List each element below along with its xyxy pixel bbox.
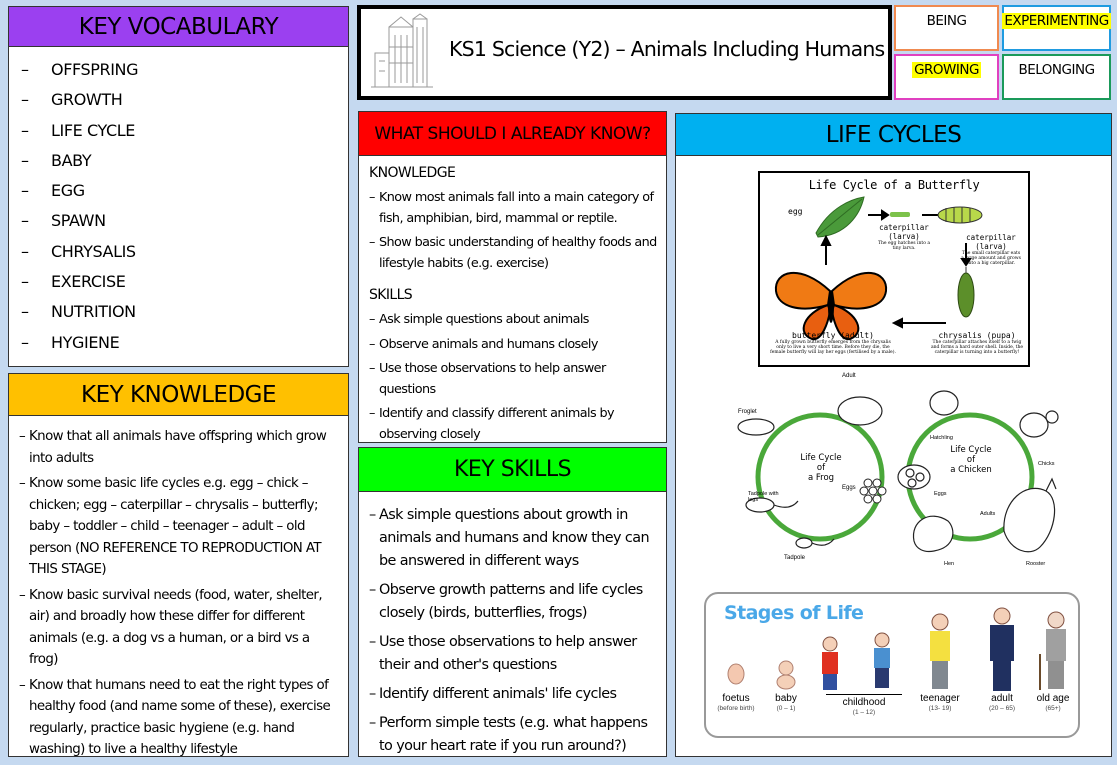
vocab-text: LIFE CYCLE [51,120,136,140]
frog-chicken-art [734,381,1086,581]
stage-range: (1 – 12) [852,709,876,716]
vocabulary-header [8,6,349,47]
froglet-icon [738,419,774,435]
stage-teenager [910,694,970,714]
value-growing-label: GROWING [914,62,979,78]
vocab-item [21,116,138,146]
vocab-dash: – [21,120,29,140]
list-item: – Show basic understanding of healthy foods and lifestyle habits (e.g. exercise) [369,233,659,274]
key-knowledge-panel [8,415,349,757]
key-skills-title: KEY SKILLS [453,457,572,482]
stage-childhood [826,694,902,718]
stage-range: (0 – 1) [776,705,796,712]
list-item: – Use those observations to help answer their and other's questions [369,631,659,677]
tadpole-legs-label: Tadpole with legs [748,491,779,503]
vocab-dash: – [21,302,29,322]
chicken-title-line3: a Chicken [950,465,992,475]
chicken-title [942,445,1000,475]
vocab-item [21,85,138,115]
froglet-label: Froglet [738,409,757,415]
old-age-icon [1040,612,1066,690]
list-item: – Observe animals and humans closely [369,335,659,356]
list-item: – Know that humans need to eat the right types of healthy food (and name some of these), exercise regularly, practice basic hygiene (e.g. hand washing) to live a healthy lifestyle [19,675,337,761]
title-banner [357,5,892,100]
already-know-panel [358,155,667,443]
key-knowledge-header [8,373,349,416]
title-banner-inner [361,9,888,96]
already-know-body [369,164,659,449]
stages-of-life-diagram [704,592,1080,738]
stage-name: old age [1036,693,1070,704]
key-knowledge-title: KEY KNOWLEDGE [80,381,277,408]
vocab-text: BABY [51,150,92,170]
vocab-item [21,267,138,297]
pupa-label-group [930,331,1024,356]
vocab-text: EXERCISE [51,272,126,292]
vocab-item [21,146,138,176]
already-knowledge-list [369,188,659,274]
stages-art [706,594,1078,694]
frog-eggs-label: Eggs [842,485,856,491]
stage-name: childhood [842,697,886,708]
stage-range: (before birth) [717,705,755,712]
stage-baby [762,694,810,714]
list-item: – Ask simple questions about growth in animals and humans and know they can be answered in different ways [369,504,659,573]
caterpillar1-label-group [876,223,932,251]
stage-range: (13- 19) [928,705,952,712]
vocab-dash: – [21,60,29,79]
chicken-eggs-label: Eggs [934,491,947,497]
caterpillar1-note: The egg hatches into a tiny larva. [877,241,931,251]
monarch-butterfly-icon [776,273,886,339]
life-cycles-title: LIFE CYCLES [825,121,962,148]
value-growing [894,54,999,100]
vocab-item [21,206,138,236]
frog-chicken-diagram [734,373,1086,581]
adults-label: Adults [980,511,996,517]
stage-name: baby [775,693,797,704]
chrysalis-icon [958,267,974,317]
larva1-label: (larva) [888,232,920,241]
list-item: – Observe growth patterns and life cycles closely (birds, butterflies, frogs) [369,579,659,625]
key-skills-list [369,504,659,764]
list-item: – Know some basic life cycles e.g. egg – chick – chicken; egg – caterpillar – chrysalis – butterfly; baby – toddler – child – teenager – adult – old person (NO REFERENCE TO REPRODUCTION AT THIS STAGE) [19,473,337,581]
vocab-dash: – [21,272,29,292]
stage-range: (65+) [1045,705,1061,712]
value-being [894,5,999,51]
frog-title-line1: Life Cycle [800,453,842,463]
stage-old-age [1028,694,1078,714]
caterpillar1-label: caterpillar [879,223,929,232]
stage-foetus [710,694,762,714]
adult-note: A fully grown butterfly emerges from the chrysalis only to live a very short time. Before they die, the female butterfly will lay her eggs (fertilised by a male). [770,340,896,356]
caterpillar2-note: The small caterpillar eats a large amount and grows into a big caterpillar. [961,251,1021,266]
already-know-title: WHAT SHOULD I ALREADY KNOW? [374,123,651,144]
chicken-title-line2: of [966,455,976,465]
key-knowledge-list [19,426,337,765]
list-item: – Identify different animals' life cycles [369,683,659,706]
list-item: – Identify and classify different animals by observing closely [369,404,659,445]
adult-frog-icon [838,397,882,425]
vocabulary-panel [8,46,349,367]
child-blue-icon [874,633,890,688]
chicks-icon [1020,413,1048,437]
frog-title-line3: a Frog [807,473,835,483]
list-item: – Know that all animals have offspring which grow into adults [19,426,337,469]
life-cycles-header [675,113,1112,156]
vocab-dash: – [21,90,29,110]
pupa-note: The caterpillar attaches itself to a twig and forms a hard outer shell. Inside, the caterpillar is turning into a butterfly! [930,340,1024,356]
hen-label: Hen [944,561,955,567]
vocab-text: OFFSPRING [51,60,139,79]
adult-icon [990,608,1014,691]
hatchling-label: Hatchling [930,435,953,441]
vocab-dash: – [21,211,29,231]
skills-subheading: SKILLS [369,287,413,303]
value-belonging-label: BELONGING [1018,62,1095,78]
vocab-text: SPAWN [51,211,106,231]
hen-icon [913,516,952,551]
chicken-title-line1: Life Cycle [950,445,992,455]
stages-title: Stages of Life [724,602,864,624]
value-belonging [1002,54,1111,100]
list-item: – Use those observations to help answer questions [369,359,659,400]
vocab-dash: – [21,181,29,201]
vocab-item [21,176,138,206]
baby-icon [777,661,795,689]
vocab-item [21,297,138,327]
page-title: KS1 Science (Y2) – Animals Including Humans [449,36,885,61]
frog-adult-label: Adult [842,373,856,379]
stage-name: foetus [722,693,750,704]
caterpillar2-label-group [960,233,1022,266]
tadpole-label: Tadpole [784,555,806,561]
vocab-dash: – [21,332,29,352]
rooster-icon [1004,488,1055,551]
larva2-label: (larva) [975,242,1007,251]
vocab-text: CHRYSALIS [51,241,136,261]
key-skills-header [358,447,667,492]
vocabulary-title: KEY VOCABULARY [78,13,279,40]
chicks-label: Chicks [1038,461,1055,467]
foetus-icon [728,664,744,684]
stage-name: teenager [920,693,960,704]
value-being-label: BEING [926,13,967,29]
butterfly-title: Life Cycle of a Butterfly [808,178,980,192]
knowledge-subheading: KNOWLEDGE [369,165,456,181]
vocab-text: GROWTH [51,90,123,110]
teenager-icon [930,614,950,689]
vocabulary-list [21,55,138,358]
hatchling-icon [930,391,958,415]
butterfly-diagram [758,171,1030,367]
adult-label-group [770,331,896,356]
stage-name: adult [991,693,1013,704]
vocab-item [21,237,138,267]
tiny-larva-icon [890,212,910,217]
already-know-header [358,111,667,156]
value-experimenting-label: EXPERIMENTING [1004,13,1109,29]
life-cycles-panel [675,155,1112,757]
vocab-text: NUTRITION [51,302,136,322]
vocab-text: EGG [51,181,85,201]
vocab-dash: – [21,241,29,261]
caterpillar2-label: caterpillar [966,233,1016,242]
rooster-label: Rooster [1026,561,1046,567]
adult-label: butterfly (adult) [792,331,874,340]
key-skills-panel [358,491,667,757]
stages-labels [706,694,1078,734]
list-item: – Perform simple tests (e.g. what happens to your heart rate if you run around?) [369,712,659,758]
already-skills-list [369,310,659,445]
list-item: – Ask simple questions about animals [369,310,659,331]
frog-title-line2: of [816,463,826,473]
vocab-item [21,328,138,358]
vocab-item [21,55,138,85]
tadpole-icon [796,538,812,548]
value-experimenting [1002,5,1111,51]
pupa-label: chrysalis (pupa) [938,331,1016,340]
egg-label: egg [788,207,803,216]
vocab-text: HYGIENE [51,332,120,352]
caterpillar-icon [938,207,982,223]
school-building-logo [371,13,441,91]
vocab-dash: – [21,150,29,170]
list-item: – Know basic survival needs (food, water, shelter, air) and broadly how these differ for different animals (e.g. a dog vs a human, or a bird vs a frog) [19,585,337,671]
stage-range: (20 – 65) [988,705,1016,712]
list-item: – Know most animals fall into a main category of fish, amphibian, bird, mammal or reptile. [369,188,659,229]
stage-adult [974,694,1030,714]
frog-title [792,453,850,483]
child-red-icon [822,637,838,690]
